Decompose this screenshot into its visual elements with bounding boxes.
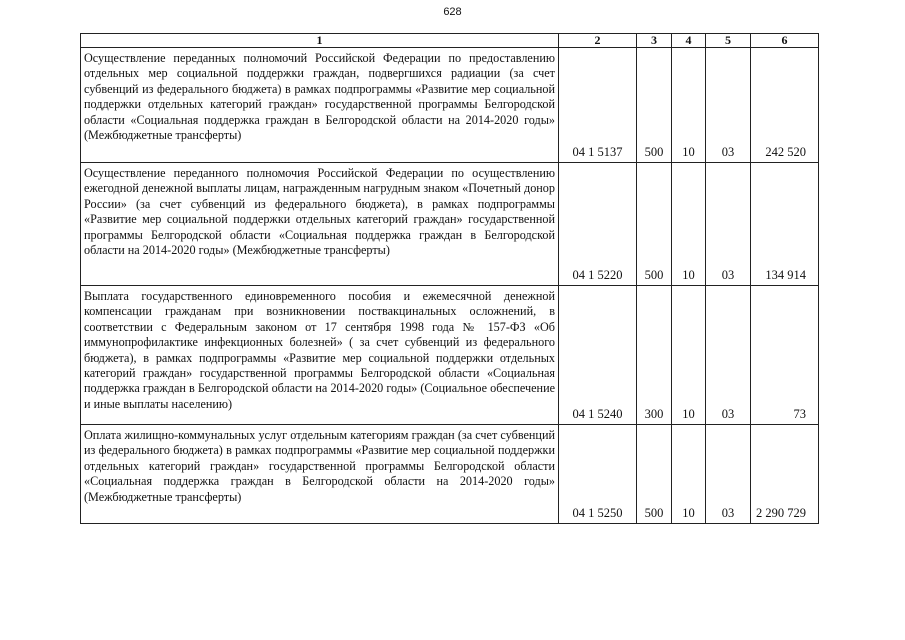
row-target-code: 04 1 5220 <box>559 163 637 286</box>
row-amount: 134 914 <box>751 163 819 286</box>
row-description: Оплата жилищно-коммунальных услуг отдельным категориям граждан (за счет субвенций из федерального бюджета) в рамках подпрограммы «Развитие мер социальной поддержки отдельных категорий граждан» государственной программы Белгородской области «Социальная поддержка граждан в Белгородской области на 2014-2020 годы» (Межбюджетные трансферты) <box>81 425 559 524</box>
row-expense-type: 500 <box>637 163 672 286</box>
row-expense-type: 500 <box>637 48 672 163</box>
row-description: Осуществление переданных полномочий Российской Федерации по предоставлению отдельных мер социальной поддержки граждан, подвергшихся радиации (за счет субвенций из федерального бюджета) в рамках подпрограммы «Развитие мер социальной поддержки отдельных категорий граждан» государственной программы Белгородской области «Социальная поддержка граждан в Белгородской области на 2014-2020 годы» (Межбюджетные трансферты) <box>81 48 559 163</box>
row-subsection: 03 <box>706 425 751 524</box>
row-section: 10 <box>672 48 706 163</box>
table-row <box>81 163 819 286</box>
row-subsection: 03 <box>706 286 751 425</box>
header-col-3: 3 <box>637 34 672 48</box>
row-section: 10 <box>672 286 706 425</box>
row-amount: 2 290 729 <box>751 425 819 524</box>
row-section: 10 <box>672 163 706 286</box>
row-subsection: 03 <box>706 163 751 286</box>
table-row <box>81 425 819 524</box>
header-col-5: 5 <box>706 34 751 48</box>
row-description: Осуществление переданного полномочия Российской Федерации по осуществлению ежегодной денежной выплаты лицам, награжденным нагрудным знаком «Почетный донор России» (за счет субвенций из федерального бюджета), в рамках подпрограммы «Развитие мер социальной поддержки отдельных категорий граждан» государственной программы Белгородской области «Социальная поддержка граждан в Белгородской области на 2014-2020 годы» (Межбюджетные трансферты) <box>81 163 559 286</box>
page-number: 628 <box>443 6 462 18</box>
header-col-1: 1 <box>81 34 559 48</box>
row-description: Выплата государственного единовременного пособия и ежемесячной денежной компенсации гражданам при возникновении поствакцинальных осложнений, в соответствии с Федеральным законом от 17 сентября 1998 года № 157-ФЗ «Об иммунопрофилактике инфекционных болезней» ( за счет субвенций из федерального бюджета), в рамках подпрограммы «Развитие мер социальной поддержки отдельных категорий граждан» государственной программы Белгородской области «Социальная поддержка граждан в Белгородской области на 2014-2020 годы» (Социальное обеспечение и иные выплаты населению) <box>81 286 559 425</box>
row-target-code: 04 1 5137 <box>559 48 637 163</box>
row-subsection: 03 <box>706 48 751 163</box>
row-target-code: 04 1 5240 <box>559 286 637 425</box>
header-col-6: 6 <box>751 34 819 48</box>
row-expense-type: 500 <box>637 425 672 524</box>
table-row <box>81 48 819 163</box>
header-row <box>81 34 819 48</box>
budget-table <box>80 33 819 524</box>
table-row <box>81 286 819 425</box>
row-section: 10 <box>672 425 706 524</box>
row-target-code: 04 1 5250 <box>559 425 637 524</box>
row-amount: 73 <box>751 286 819 425</box>
row-expense-type: 300 <box>637 286 672 425</box>
header-col-4: 4 <box>672 34 706 48</box>
row-amount: 242 520 <box>751 48 819 163</box>
header-col-2: 2 <box>559 34 637 48</box>
